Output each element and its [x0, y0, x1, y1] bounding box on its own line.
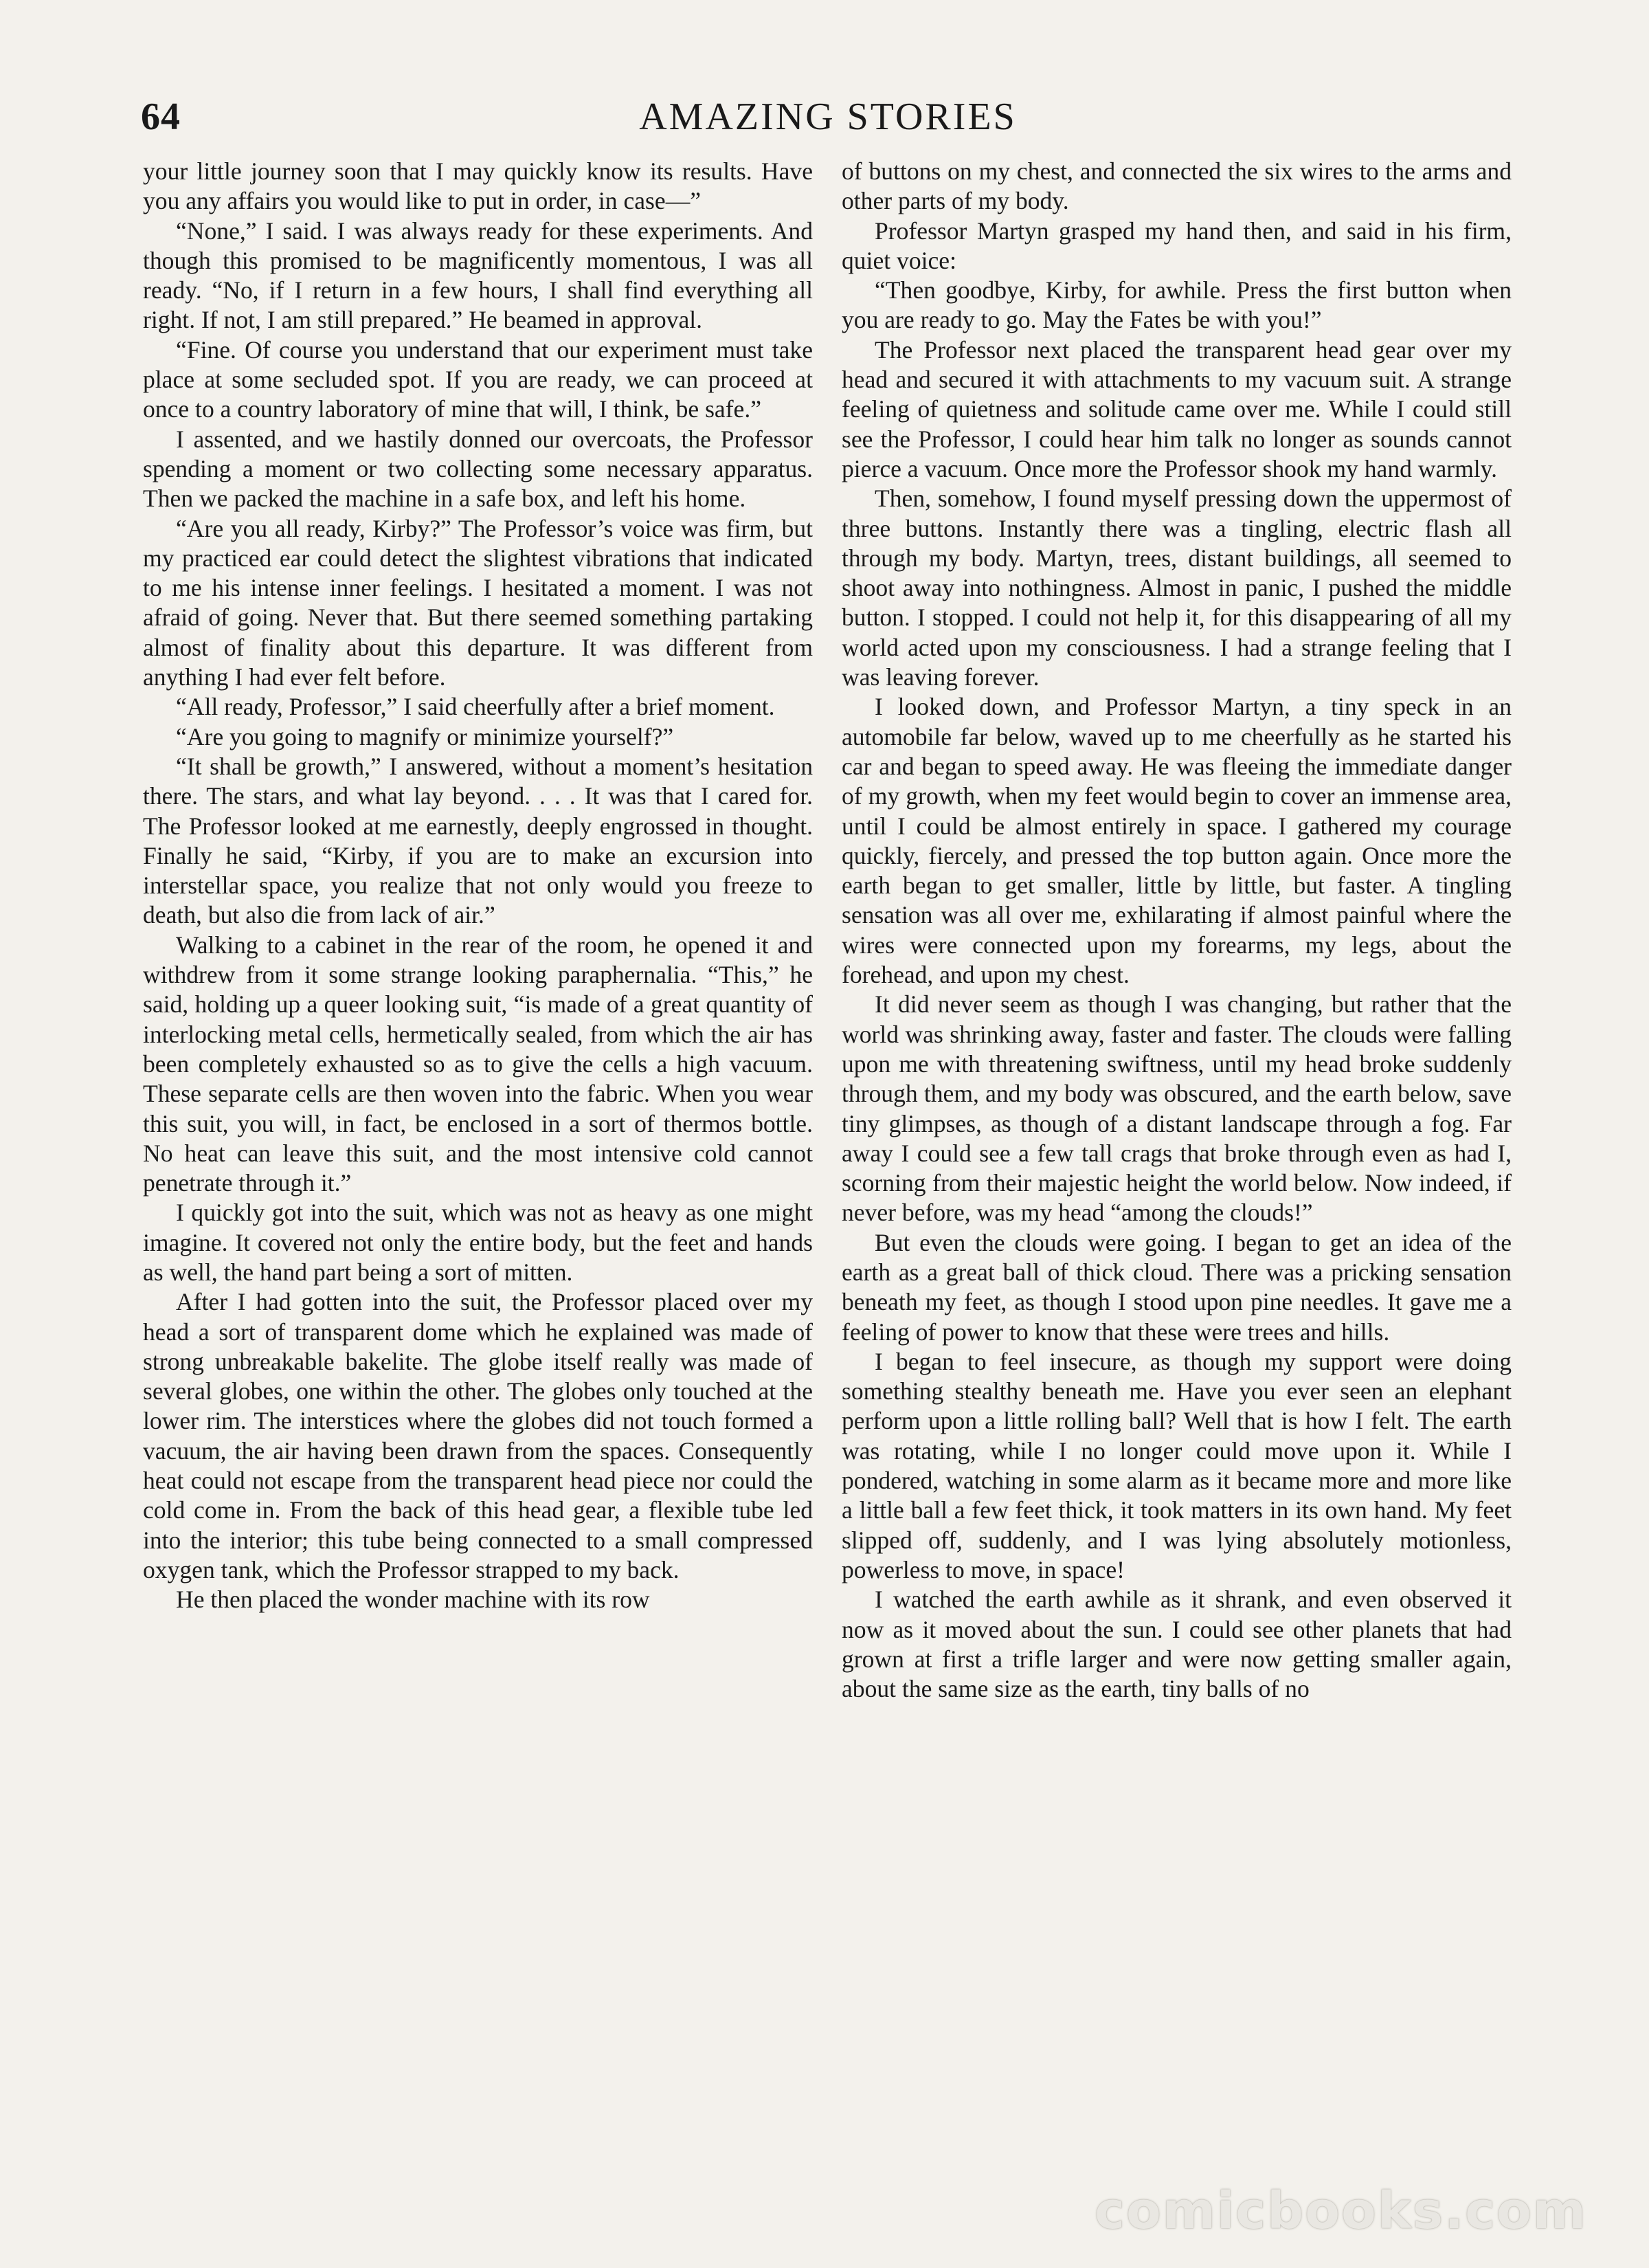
paragraph: Then, somehow, I found myself pressing down the uppermost of three buttons. Instantly there was a tingling, electric flash all through my body. Martyn, trees, distant buildings, all seemed to shoot away into nothingness. Almost in panic, I pushed the middle button. I stopped. I could not help it, for this disappearing of all my world acted upon my consciousness. I had a strange feeling that I was leaving forever.	[842, 485, 1512, 691]
paragraph: After I had gotten into the suit, the Professor placed over my head a sort of transparent dome which he explained was made of strong unbreakable bakelite. The globe itself really was made of several globes, one within the other. The globes only touched at the lower rim. The interstices where the globes did not touch formed a vacuum, the air having been drawn from the spaces. Consequently heat could not escape from the transparent head piece nor could the cold come in. From the back of this head gear, a flexible tube led into the interior; this tube being connected to a small compressed oxygen tank, which the Professor strapped to my back.	[143, 1288, 813, 1583]
paragraph: I began to feel insecure, as though my support were doing something stealthy beneath me. Have you ever seen an elephant perform upon a little rolling ball? Well that is how I felt. The earth was rotating, while I no longer could move upon it. While I pondered, watching in some alarm as it became more and more like a little ball a few feet thick, it took matters in its own hand. My feet slipped off, suddenly, and I was lying absolutely motionless, powerless to move, in space!	[842, 1347, 1512, 1583]
paragraph: I assented, and we hastily donned our overcoats, the Professor spending a moment or two collecting some necessary apparatus. Then we packed the machine in a safe box, and left his home.	[143, 425, 813, 513]
text-column-left	[143, 157, 813, 2191]
paragraph: your little journey soon that I may quickly know its results. Have you any affairs you would like to put in order, in case—”	[143, 157, 813, 215]
paragraph: I quickly got into the suit, which was not as heavy as one might imagine. It covered not only the entire body, but the feet and hands as well, the hand part being a sort of mitten.	[143, 1199, 813, 1286]
paragraph: He then placed the wonder machine with its row	[176, 1586, 650, 1614]
paragraph: “It shall be growth,” I answered, without a moment’s hesitation there. The stars, and what lay beyond. . . . It was that I cared for. The Professor looked at me earnestly, deeply engrossed in thought. Finally he said, “Kirby, if you are to make an excursion into interstellar space, you realize that not only would you freeze to death, but also die from lack of air.”	[143, 752, 813, 929]
paragraph: But even the clouds were going. I began to get an idea of the earth as a great ball of thick cloud. There was a pricking sensation beneath my feet, as though I stood upon pine needles. It gave me a feeling of power to know that these were trees and hills.	[842, 1228, 1512, 1346]
paragraph: “Are you all ready, Kirby?” The Professor’s voice was firm, but my practiced ear could detect the slightest vibrations that indicated to me his intense inner feelings. I hesitated a moment. I was not afraid of going. Never that. But there seemed something partaking almost of finality about this departure. It was different from anything I had ever felt before.	[143, 514, 813, 691]
paragraph: The Professor next placed the transparent head gear over my head and secured it with attachments to my vacuum suit. A strange feeling of quietness and solitude came over me. While I could still see the Professor, I could hear him talk no longer as sounds cannot pierce a vacuum. Once more the Professor shook my hand warmly.	[842, 335, 1512, 482]
paragraph: It did never seem as though I was changing, but rather that the world was shrinking away, faster and faster. The clouds were falling upon me with threatening swiftness, until my head broke suddenly through them, and my body was obscured, and the earth below, save tiny glimpses, as though of a distant landscape through a fog. Far away I could see a few tall crags that broke through even as had I, scorning from their majestic height the world below. Now indeed, if never before, was my head “among the clouds!”	[842, 990, 1512, 1227]
paragraph: “Fine. Of course you understand that our experiment must take place at some secluded spot. If you are ready, we can proceed at once to a country laboratory of mine that will, I think, be safe.”	[143, 335, 813, 423]
paragraph: of buttons on my chest, and connected the six wires to the arms and other parts of my body.	[842, 157, 1512, 215]
page-number: 64	[141, 96, 181, 138]
paragraph: Professor Martyn grasped my hand then, and said in his firm, quiet voice:	[842, 216, 1512, 274]
page-header	[141, 95, 1515, 150]
text-column-right	[842, 157, 1512, 2191]
watermark-text: comicbooks.com	[1095, 2181, 1587, 2241]
paragraph: I looked down, and Professor Martyn, a tiny speck in an automobile far below, waved up to me cheerfully as he started his car and began to speed away. He was fleeing the immediate danger of my growth, when my feet would begin to cover an immense area, until I could be almost entirely in space. I gathered my courage quickly, fiercely, and pressed the top button again. Once more the earth began to get smaller, little by little, but faster. A tingling sensation was all over me, exhilarating if almost painful where the wires were connected upon my forearms, my legs, about the forehead, and upon my chest.	[842, 693, 1512, 989]
paragraph: “Are you going to magnify or minimize yourself?”	[176, 722, 674, 751]
paragraph: “None,” I said. I was always ready for these experiments. And though this promised to be magnificently momentous, I was all ready. “No, if I return in a few hours, I shall find everything all right. If not, I am still prepared.” He beamed in approval.	[143, 216, 813, 334]
paragraph: “All ready, Professor,” I said cheerfully after a brief moment.	[176, 693, 775, 721]
paragraph: “Then goodbye, Kirby, for awhile. Press the first button when you are ready to go. May the Fates be with you!”	[842, 276, 1512, 334]
magazine-title: AMAZING STORIES	[639, 96, 1017, 138]
paragraph: Walking to a cabinet in the rear of the room, he opened it and withdrew from it some strange looking paraphernalia. “This,” he said, holding up a queer looking suit, “is made of a great quantity of interlocking metal cells, hermetically sealed, from which the air has been completely exhausted so as to give the cells a high vacuum. These separate cells are then woven into the fabric. When you wear this suit, you will, in fact, be enclosed in a sort of thermos bottle. No heat can leave this suit, and the most intensive cold cannot penetrate through it.”	[143, 931, 813, 1197]
paragraph: I watched the earth awhile as it shrank, and even observed it now as it moved about the sun. I could see other planets that had grown at first a trifle larger and were now getting smaller again, about the same size as the earth, tiny balls of no	[842, 1586, 1512, 1703]
